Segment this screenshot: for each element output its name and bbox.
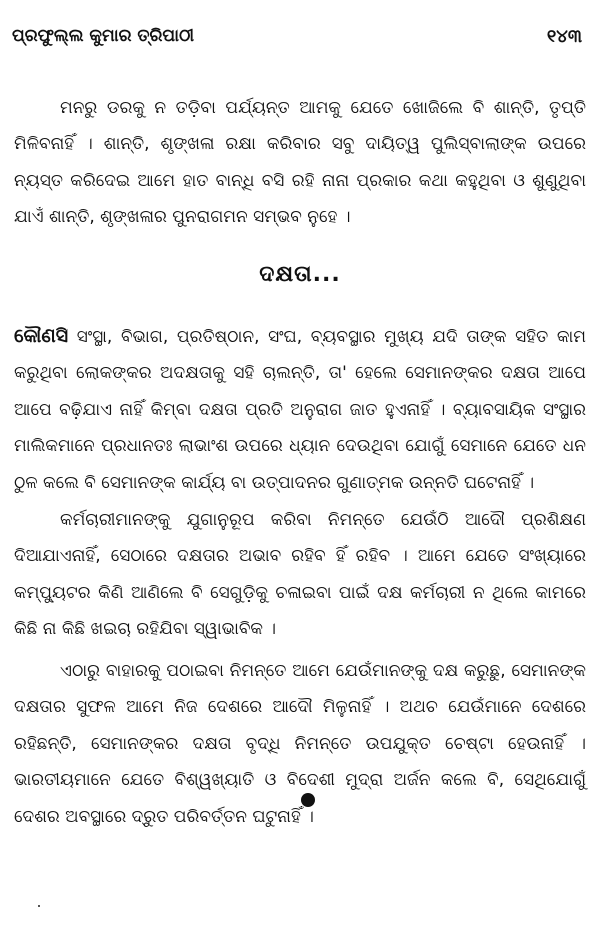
paragraph-brain-drain: ଏଠାରୁ ବାହାରକୁ ପଠାଇବା ନିମନ୍ତେ ଆମେ ଯେଉଁମାନଙ୍କୁ ଦକ୍ଷ କରୁଛୁ, ସେମାନଙ୍କ ଦକ୍ଷତାର ସୁଫଳ ଆମେ ନିଜ ଦେଶରେ ଆଦୌ ମିଳୁନାହିଁ । ଅଥଚ ଯେଉଁମାନେ ଦେଶରେ ରହିଛନ୍ତି, ସେମାନଙ୍କର ଦକ୍ଷତା ବୃଦ୍ଧି ନିମନ୍ତେ ଉପଯୁକ୍ତ ଚେଷ୍ଟା ହେଉନାହିଁ । ଭାରତୀୟମାନେ ଯେତେ ବିଶ୍ୱଖ୍ୟାତି ଓ ବିଦେଶୀ ମୁଦ୍ରା ଅର୍ଜନ କଲେ ବି, ସେଥିଯୋଗୁଁ ଦେଶର ଅବସ୍ଥାରେ ଦ୍ରୁତ ପରିବର୍ତ୍ତନ ଘଟୁନାହିଁ । [14, 661, 586, 827]
running-head-author: ପ୍ରଫୁଲ୍ଲ କୁମାର ତ୍ରିପାଠୀ [12, 26, 195, 46]
page-number: ୧୪୩ [546, 26, 582, 47]
paragraph-training: କର୍ମଚାରୀମାନଙ୍କୁ ଯୁଗାନୁରୂପ କରିବା ନିମନ୍ତେ ଯେଉଁଠି ଆଦୌ ପ୍ରଶିକ୍ଷଣ ଦିଆଯାଏନାହିଁ, ସେଠାରେ ଦକ୍ଷତାର ଅଭାବ ରହିବ ହିଁ ରହିବ । ଆମେ ଯେତେ ସଂଖ୍ୟାରେ କମ୍ପ୍ୟୁଟର କିଣି ଆଣିଲେ ବି ସେଗୁଡ଼ିକୁ ଚଳାଇବା ପାଇଁ ଦକ୍ଷ କର୍ମଚାରୀ ନ ଥିଲେ କାମରେ କିଛି ନା କିଛି ଖଇଚା ରହିଯିବା ସ୍ୱାଭାବିକ । [14, 510, 586, 640]
section-end-bullet [301, 793, 315, 807]
paragraph-intro: ମନରୁ ଡରକୁ ନ ତଡ଼ିବା ପର୍ଯ୍ୟନ୍ତ ଆମକୁ ଯେତେ ଖୋଜିଲେ ବି ଶାନ୍ତି, ତୃପ୍ତି ମିଳିବନାହିଁ । ଶାନ୍ତି, ଶୃଙ୍ଖଳା ରକ୍ଷା କରିବାର ସବୁ ଦାୟିତ୍ୱ ପୁଲିସ୍‌ବାଲାଙ୍କ ଉପରେ ନ୍ୟସ୍ତ କରିଦେଇ ଆମେ ହାତ ବାନ୍ଧି ବସି ରହି ନାନା ପ୍ରକାର କଥା କହୁଥିବା ଓ ଶୁଣୁଥିବା ଯାଏଁ ଶାନ୍ତି, ଶୃଙ୍ଖଳାର ପୁନରାଗମନ ସମ୍ଭବ ନୁହେ । [14, 98, 586, 228]
page-header [12, 26, 582, 54]
print-speck [38, 905, 40, 907]
lead-word: କୌଣସି [14, 325, 69, 347]
paragraph-section-first [14, 318, 586, 501]
section-heading: ଦକ୍ଷତା... [259, 262, 341, 287]
paragraph-section-first-text: ସଂସ୍ଥା, ବିଭାଗ, ପ୍ରତିଷ୍ଠାନ, ସଂଘ, ବ୍ୟବସ୍ଥାର ମୁଖ୍ୟ ଯଦି ତାଙ୍କ ସହିତ କାମ କରୁଥିବା ଲୋକଙ୍କର ଅଦକ୍ଷତାକୁ ସହି ଚାଲନ୍ତି, ତା' ହେଲେ ସେମାନଙ୍କର ଦକ୍ଷତା ଆପେ ଆପେ ବଢ଼ିଯାଏ ନାହିଁ କିମ୍ବା ଦକ୍ଷତା ପ୍ରତି ଅନୁରାଗ ଜାତ ହୁଏନାହିଁ । ବ୍ୟାବସାୟିକ ସଂସ୍ଥାର ମାଲିକମାନେ ପ୍ରଧାନତଃ ଲାଭାଂଶ ଉପରେ ଧ୍ୟାନ ଦେଉଥିବା ଯୋଗୁଁ ସେମାନେ ଯେତେ ଧନ ଠୁଳ କଲେ ବି ସେମାନଙ୍କ କାର୍ଯ୍ୟ ବା ଉତ୍ପାଦନର ଗୁଣାତ୍ମକ ଉନ୍ନତି ଘଟେନାହିଁ । [14, 327, 586, 493]
